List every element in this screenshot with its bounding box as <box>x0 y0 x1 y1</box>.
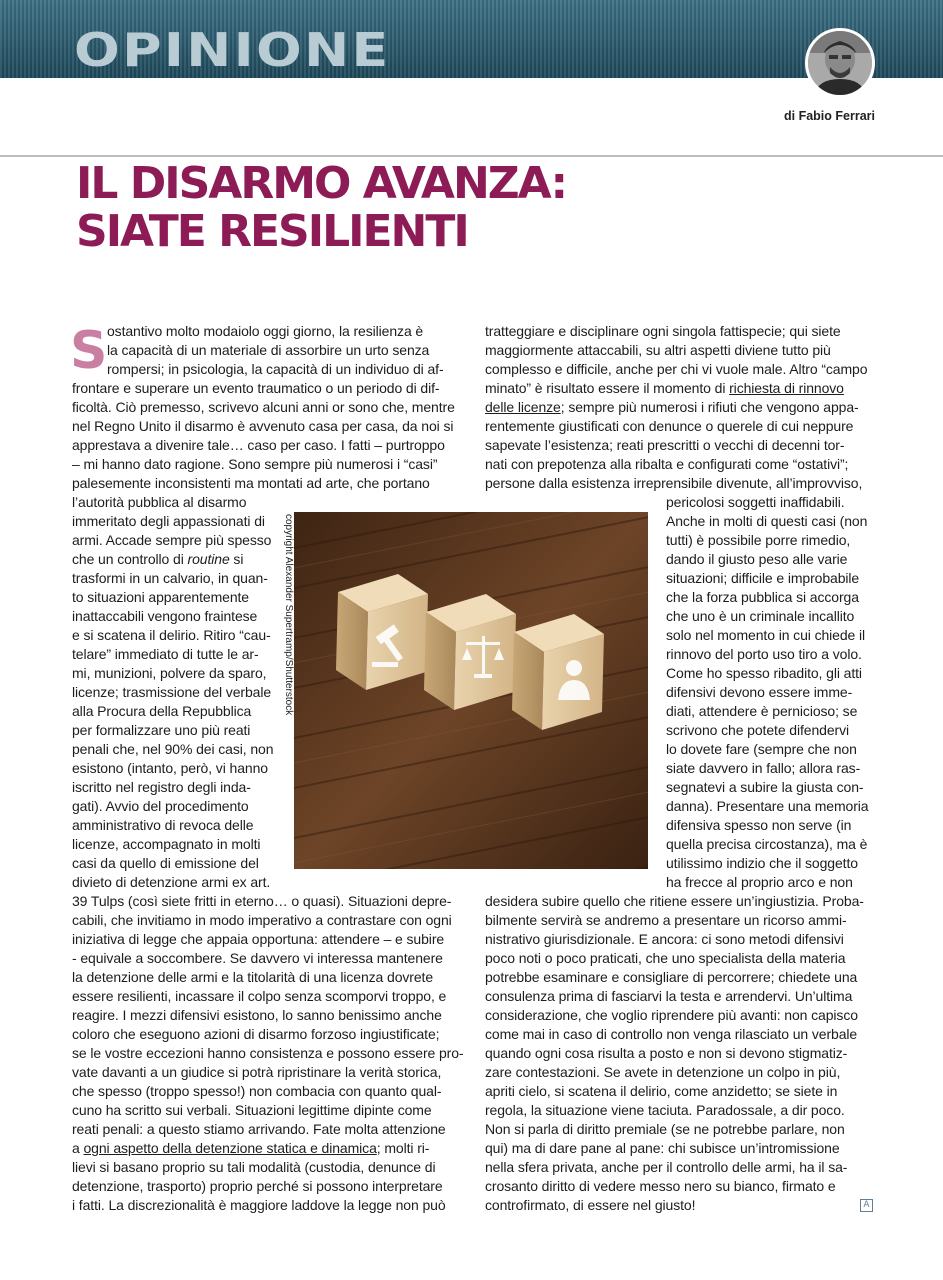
right-column-line: considerazione, che voglio riprendere più avanti: non capisco <box>485 1007 858 1023</box>
left-column-line: licenze, accompagnato in molti <box>72 836 261 852</box>
left-column-line: ficoltà. Ciò premesso, scrivevo alcuni anni or sono che, mentre <box>72 399 455 415</box>
text-emphasis: routine <box>187 551 230 567</box>
author-portrait-icon <box>808 31 872 95</box>
left-column-line: alla Procura della Repubblica <box>72 703 252 719</box>
headline-line-2: SIATE RESILIENTI <box>76 206 468 257</box>
photo-credit: copyright Alexander Supertramp/Shutterstock <box>283 514 294 716</box>
right-column-line: nella sfera privata, anche per il controllo delle armi, ha il sa- <box>485 1159 848 1175</box>
text-run: a <box>72 1140 84 1156</box>
left-column-line: gati). Avvio del procedimento <box>72 798 249 814</box>
right-column-line: tutti) è possibile porre rimedio, <box>666 532 851 548</box>
underlined-phrase: delle licenze <box>485 399 561 415</box>
right-column-line: persone dalla esistenza irreprensibile divenute, all’improvviso, <box>485 475 863 491</box>
section-title: OPINIONE <box>74 23 391 77</box>
right-column-line: poco noti o poco praticati, che uno specialista della materia <box>485 950 846 966</box>
right-column-line: controfirmato, di essere nel giusto! <box>485 1197 696 1213</box>
headline-line-1: IL DISARMO AVANZA: <box>76 158 567 209</box>
right-column-line: ha frecce al proprio arco e non <box>666 874 853 890</box>
left-column-line: la detenzione delle armi e la titolarità di una licenza dovrete <box>72 969 434 985</box>
right-column-line: nati con prepotenza alla ribalta e configurati come “ostativi”; <box>485 456 849 472</box>
left-column-line: che spesso (troppo spesso!) non combacia con quanto qual- <box>72 1083 442 1099</box>
left-column-line: per formalizzare uno più reati <box>72 722 251 738</box>
left-column-line: iscritto nel registro degli inda- <box>72 779 251 795</box>
right-column-line: danna). Presentare una memoria <box>666 798 869 814</box>
right-column-line: situazioni; difficile e improbabile <box>666 570 860 586</box>
right-column-line: apriti cielo, si scatena il delirio, come anzidetto; se siete in <box>485 1083 838 1099</box>
left-column-line: reagire. I mezzi difensivi esistono, lo sanno benissimo anche <box>72 1007 442 1023</box>
left-column-line: rompersi; in psicologia, la capacità di un individuo di af- <box>107 361 444 377</box>
right-column-line: diati, attendere è pernicioso; se <box>666 703 858 719</box>
right-column-line: dando il giusto peso alle varie <box>666 551 848 567</box>
text-run: minato” è risultato essere il momento di <box>485 380 730 396</box>
right-column-line: maggiormente attaccabili, su altri aspetti diviene tutto più <box>485 342 831 358</box>
left-column-line: 39 Tulps (così siete fritti in eterno… o quasi). Situazioni depre- <box>72 893 452 909</box>
right-column-line: quella precisa circostanza), ma è <box>666 836 868 852</box>
right-column-line <box>485 398 859 417</box>
right-column-line <box>485 379 844 398</box>
left-column-line: cabili, che invitiamo in modo imperativo a contrastare con ogni <box>72 912 452 928</box>
left-column-line: la capacità di un materiale di assorbire un urto senza <box>107 342 430 358</box>
left-column-line: coloro che eseguono azioni di disarmo forzoso ingiustificate; <box>72 1026 440 1042</box>
text-run: si <box>229 551 244 567</box>
drop-cap: S <box>70 321 108 381</box>
text-run: ; molti ri- <box>376 1140 430 1156</box>
left-column-line: frontare e superare un evento traumatico o un periodo di dif- <box>72 380 440 396</box>
right-column-line: utilissimo indizio che il soggetto <box>666 855 858 871</box>
right-column-line: rinnovo del porto uso tiro a volo. <box>666 646 862 662</box>
right-column-line: pericolosi soggetti inaffidabili. <box>666 494 845 510</box>
left-column-line: divieto di detenzione armi ex art. <box>72 874 271 890</box>
left-column-line: se le vostre eccezioni hanno consistenza e possono essere pro- <box>72 1045 464 1061</box>
right-column-line: lo dovete fare (sempre che non <box>666 741 857 757</box>
author-avatar <box>805 28 875 98</box>
right-column-line: Non si parla di diritto premiale (se ne potrebbe parlare, non <box>485 1121 845 1137</box>
left-column-line: iniziativa di legge che appaia opportuna: attendere – e subire <box>72 931 445 947</box>
left-column-line: reati penali: a questo stiamo arrivando. Fate molta attenzione <box>72 1121 446 1137</box>
right-column-line: che uno è un criminale incallito <box>666 608 855 624</box>
right-column-line: rentemente giustificati con denunce o querele di cui neppure <box>485 418 854 434</box>
left-column-line: mi, munizioni, polvere da sparo, <box>72 665 267 681</box>
article-photo <box>294 512 648 869</box>
left-column-line: to situazioni apparentemente <box>72 589 249 605</box>
left-column-line: inattaccabili vengono fraintese <box>72 608 258 624</box>
left-column-line <box>72 550 243 569</box>
left-column-line: cuno ha scritto sui verbali. Situazioni legittime dipinte come <box>72 1102 432 1118</box>
section-banner <box>0 0 943 78</box>
left-column-line: esistono (intanto, però, vi hanno <box>72 760 268 776</box>
left-column-line: licenze; trasmissione del verbale <box>72 684 272 700</box>
right-column-line: solo nel momento in cui chiede il <box>666 627 866 643</box>
left-column-line: ostantivo molto modaiolo oggi giorno, la resilienza è <box>107 323 424 339</box>
right-column-line: scrivono che potete difendervi <box>666 722 849 738</box>
text-run: ; sempre più numerosi i rifiuti che vengono appa- <box>560 399 859 415</box>
right-column-line: qui) ma di dare pane al pane: chi subisce un’intromissione <box>485 1140 840 1156</box>
left-column-line: amministrativo di revoca delle <box>72 817 254 833</box>
headline <box>76 160 776 256</box>
right-column-line: complesso e difficile, anche per chi vi vuole male. Altro “campo <box>485 361 868 377</box>
left-column-line: lievi si basano proprio su tali modalità (custodia, denunce di <box>72 1159 436 1175</box>
right-column-line: siate davvero in fallo; allora ras- <box>666 760 861 776</box>
right-column-line: bilmente servirà se andremo a presentare un ricorso ammi- <box>485 912 847 928</box>
header-divider <box>0 155 943 157</box>
right-column-line: Anche in molti di questi casi (non <box>666 513 868 529</box>
right-column-line: tratteggiare e disciplinare ogni singola fattispecie; qui siete <box>485 323 841 339</box>
right-column-line: nistrativo giurisdizionale. E ancora: ci sono metodi difensivi <box>485 931 844 947</box>
right-column-line: consulenza prima di fasciarvi la testa e arrendervi. Un’ultima <box>485 988 853 1004</box>
right-column-line: regola, la situazione viene taciuta. Paradossale, a dir poco. <box>485 1102 845 1118</box>
wooden-blocks-illustration <box>294 512 648 869</box>
right-column-line: che la forza pubblica si accorga <box>666 589 859 605</box>
right-column-line: crosanto diritto di vedere messo nero su bianco, firmato e <box>485 1178 836 1194</box>
left-column-line: – mi hanno dato ragione. Sono sempre più numerosi i “casi” <box>72 456 438 472</box>
left-column-line: nel Regno Unito il disarmo è avvenuto casa per casa, da noi si <box>72 418 454 434</box>
right-column-line: difensivi devono essere imme- <box>666 684 853 700</box>
left-column-line: e si scatena il delirio. Ritiro “cau- <box>72 627 271 643</box>
left-column-line <box>72 1139 429 1158</box>
left-column-line: essere resilienti, incassare il colpo senza scomporvi troppo, e <box>72 988 447 1004</box>
right-column-line: quando ogni cosa risulta a posto e non si devono stigmatiz- <box>485 1045 848 1061</box>
text-run: che un controllo di <box>72 551 188 567</box>
right-column-line: potrebbe esaminare e consigliare di percorrere; chiedete una <box>485 969 858 985</box>
right-column-line: come mai in caso di controllo non venga rilasciato un verbale <box>485 1026 858 1042</box>
end-of-article-icon: A <box>860 1199 873 1212</box>
left-column-line: trasformi in un calvario, in quan- <box>72 570 268 586</box>
left-column-line: telare” immediato di tutte le ar- <box>72 646 259 662</box>
left-column-line: penali che, nel 90% dei casi, non <box>72 741 274 757</box>
left-column-line: vate davanti a un giudice si potrà ripristinare la verità storica, <box>72 1064 442 1080</box>
left-column-line: - equivale a soccombere. Se davvero vi interessa mantenere <box>72 950 443 966</box>
underlined-phrase: ogni aspetto della detenzione statica e dinamica <box>83 1140 377 1156</box>
right-column-line: segnatevi a subire la giusta con- <box>666 779 864 795</box>
underlined-phrase: richiesta di rinnovo <box>729 380 844 396</box>
right-column-line: desidera subire quello che ritiene essere un’ingiustizia. Proba- <box>485 893 864 909</box>
left-column-line: casi da quello di emissione del <box>72 855 259 871</box>
left-column-line: apprestava a divenire tale… caso per caso. I fatti – purtroppo <box>72 437 445 453</box>
left-column-line: detenzione, trasporto) proprio perché si possono interpretare <box>72 1178 443 1194</box>
left-column-line: immeritato degli appassionati di <box>72 513 265 529</box>
right-column-line: zare contestazioni. Se avete in detenzione un colpo in più, <box>485 1064 841 1080</box>
right-column-line: difensiva spesso non serve (in <box>666 817 852 833</box>
left-column-line: palesemente inconsistenti ma montati ad arte, che portano <box>72 475 430 491</box>
right-column-line: Come ho spesso ribadito, gli atti <box>666 665 862 681</box>
left-column-line: l’autorità pubblica al disarmo <box>72 494 247 510</box>
right-column-line: sapevate l’esistenza; reati prescritti o vecchi di decenni tor- <box>485 437 845 453</box>
left-column-line: armi. Accade sempre più spesso <box>72 532 272 548</box>
left-column-line: i fatti. La discrezionalità è maggiore laddove la legge non può <box>72 1197 446 1213</box>
byline: di Fabio Ferrari <box>784 109 875 123</box>
